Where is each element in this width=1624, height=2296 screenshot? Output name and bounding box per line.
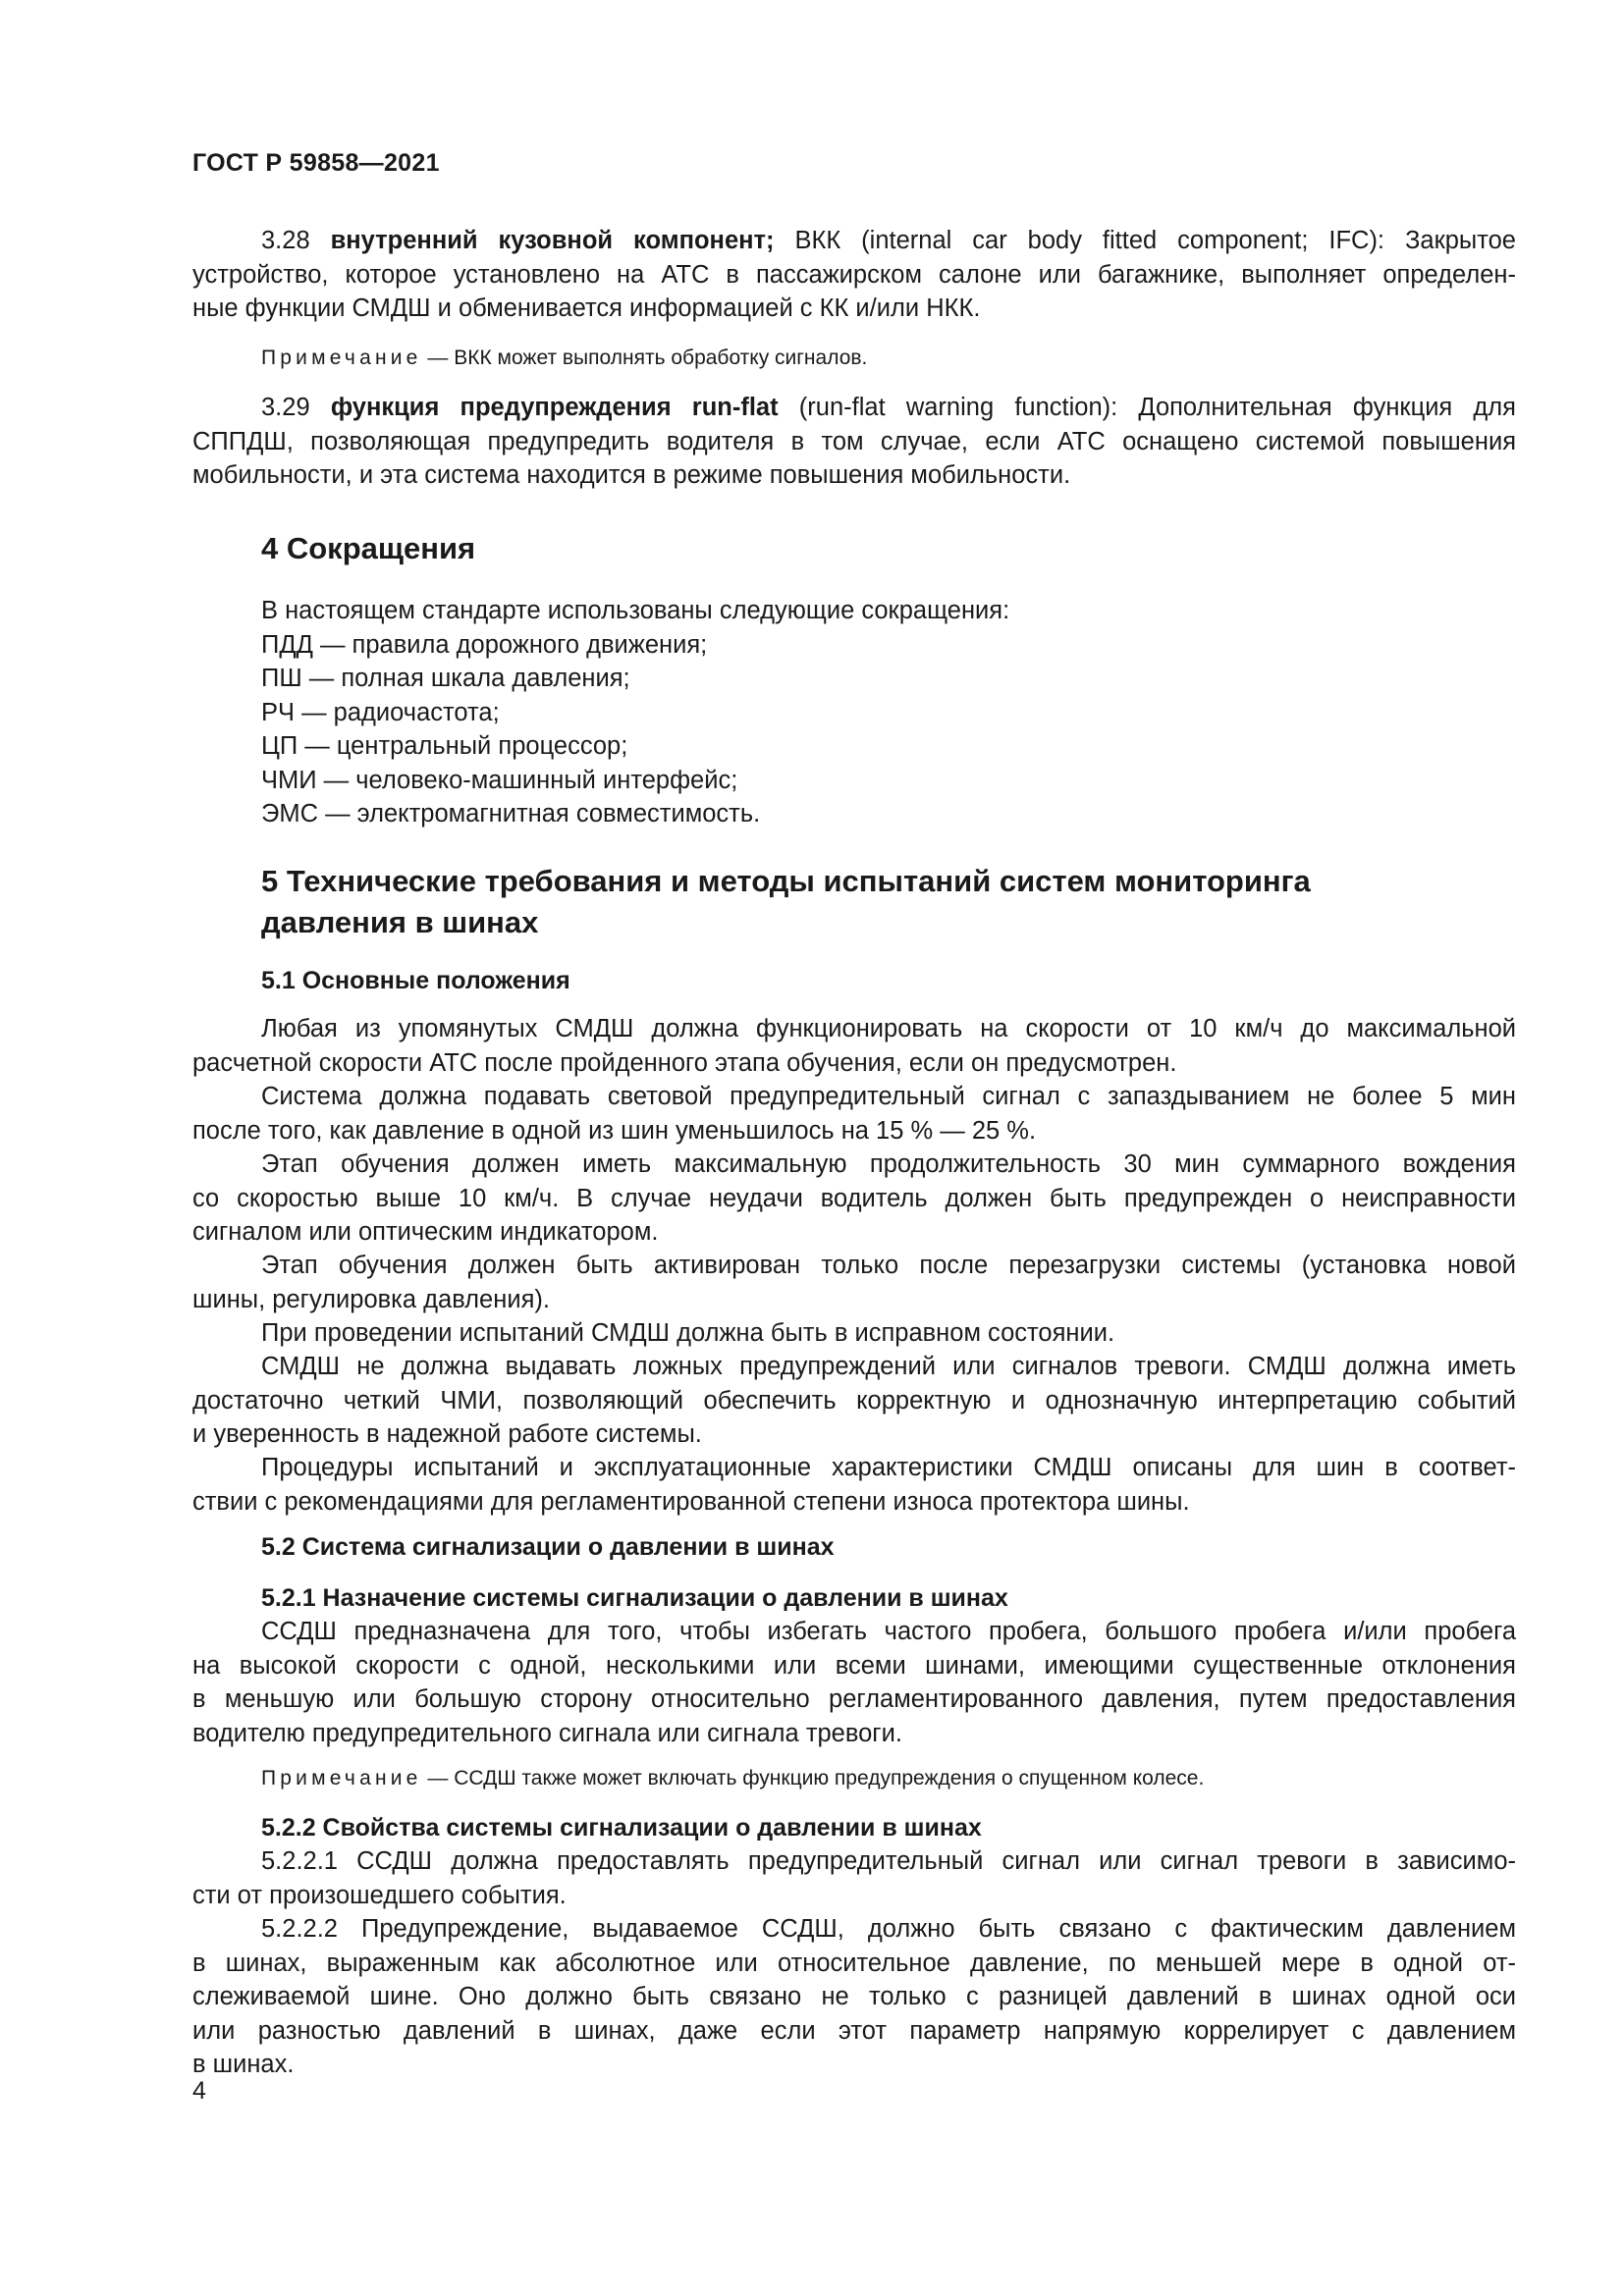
paragraph: Этап обучения должен иметь максимальную продолжительность 30 мин суммарного вождения со скоростью выше 10 км/ч. В случае неудачи водитель должен быть предупрежден о неисправности сигналом или оптическим индикатором. [192, 1150, 1516, 1246]
definition-3-28 [192, 224, 1516, 326]
definition-3-29 [192, 391, 1516, 493]
abbreviation-item: ЦП — центральный процессор; [261, 732, 628, 760]
abbreviations-intro: В настоящем стандарте использованы следующие сокращения: [261, 597, 1010, 624]
definition-line: 3.29 функция предупреждения run-flat (run-flat warning function): Дополнительная функция для [261, 394, 1516, 421]
definition-line: СППДШ, позволяющая предупредить водителя в том случае, если АТС оснащено системой повышения [192, 427, 1516, 455]
note-label: Примечание [261, 347, 422, 369]
section-5-1-title: 5.1 Основные положения [261, 967, 570, 994]
section-5-2-1-title: 5.2.1 Назначение системы сигнализации о давлении в шинах [261, 1584, 1008, 1612]
paragraph: Любая из упомянутых СМДШ должна функционировать на скорости от 10 км/ч до максимальной расчетной скорости АТС после пройденного этапа обучения, если он предусмотрен. [192, 1015, 1516, 1077]
section-5-2-2-title: 5.2.2 Свойства системы сигнализации о давлении в шинах [261, 1814, 982, 1842]
paragraph: ССДШ предназначена для того, чтобы избегать частого пробега, большого пробега и/или пробега на высокой скорости с одной, несколькими или всеми шинами, имеющими существенные отклонения в меньшую или большую сторону относительно регламентированного давления, путем предоставления водителю предупредительного сигнала или сигнала тревоги. [192, 1618, 1516, 1747]
abbreviations-list [261, 594, 1009, 831]
note-text: — ВКК может выполнять обработку сигналов. [421, 347, 868, 369]
paragraph: Система должна подавать световой предупредительный сигнал с запаздыванием не более 5 мин после того, как давление в одной из шин уменьшилось на 15 % — 25 %. [192, 1083, 1516, 1145]
section-5-title: 5 Технические требования и методы испытаний систем мониторинга давления в шинах [261, 864, 1311, 939]
definition-line: ные функции СМДШ и обменивается информацией с КК и/или НКК. [192, 294, 981, 322]
term: внутренний кузовной компонент; [330, 227, 775, 254]
definition-line: 3.28 внутренний кузовной компонент; ВКК (internal car body fitted component; IFC): Закрытое [261, 227, 1516, 254]
paragraph: 5.2.2.2 Предупреждение, выдаваемое ССДШ, должно быть связано с фактическим давлением в шинах, выраженным как абсолютное или относительное давление, по меньшей мере в одной от- слеживаемой шине. Оно должно быть связано не только с разницей давлений в шинах одной оси или разностью давлений в шинах, даже если этот параметр напрямую коррелирует с давлением в шинах. [192, 1915, 1516, 2078]
note [261, 1764, 1204, 1793]
definition-line: устройство, которое установлено на АТС в пассажирском салоне или багажнике, выполняет определен- [192, 260, 1516, 289]
abbreviation-item: ЧМИ — человеко-машинный интерфейс; [261, 766, 738, 794]
note-text: — ССДШ также может включать функцию предупреждения о спущенном колесе. [421, 1767, 1205, 1789]
section-4-title: 4 Сокращения [261, 531, 476, 565]
section-5-2-title: 5.2 Система сигнализации о давлении в шинах [261, 1533, 835, 1561]
note [261, 344, 867, 373]
paragraph: Этап обучения должен быть активирован только после перезагрузки системы (установка новой шины, регулировка давления). [192, 1252, 1516, 1313]
paragraph: 5.2.2.1 ССДШ должна предоставлять предупредительный сигнал или сигнал тревоги в зависимо- сти от произошедшего события. [192, 1847, 1516, 1909]
term: функция предупреждения run-flat [330, 394, 779, 421]
abbreviation-item: ПДД — правила дорожного движения; [261, 630, 708, 659]
paragraph: СМДШ не должна выдавать ложных предупреждений или сигналов тревоги. СМДШ должна иметь достаточно четкий ЧМИ, позволяющий обеспечить корректную и однозначную интерпретацию событий и уверенность в надежной работе системы. [192, 1353, 1516, 1448]
definition-line: мобильности, и эта система находится в режиме повышения мобильности. [192, 461, 1071, 489]
abbreviation-item: ЭМС — электромагнитная совместимость. [261, 800, 761, 828]
note-label: Примечание [261, 1767, 422, 1789]
page-number: 4 [192, 2077, 206, 2105]
paragraph: Процедуры испытаний и эксплуатационные характеристики СМДШ описаны для шин в соответ- ствии с рекомендациями для регламентированной степени износа протектора шины. [192, 1454, 1516, 1516]
paragraph: При проведении испытаний СМДШ должна быть в исправном состоянии. [261, 1319, 1115, 1347]
abbreviation-item: РЧ — радиочастота; [261, 698, 500, 726]
abbreviation-item: ПШ — полная шкала давления; [261, 665, 630, 692]
document-header: ГОСТ Р 59858—2021 [192, 149, 440, 177]
